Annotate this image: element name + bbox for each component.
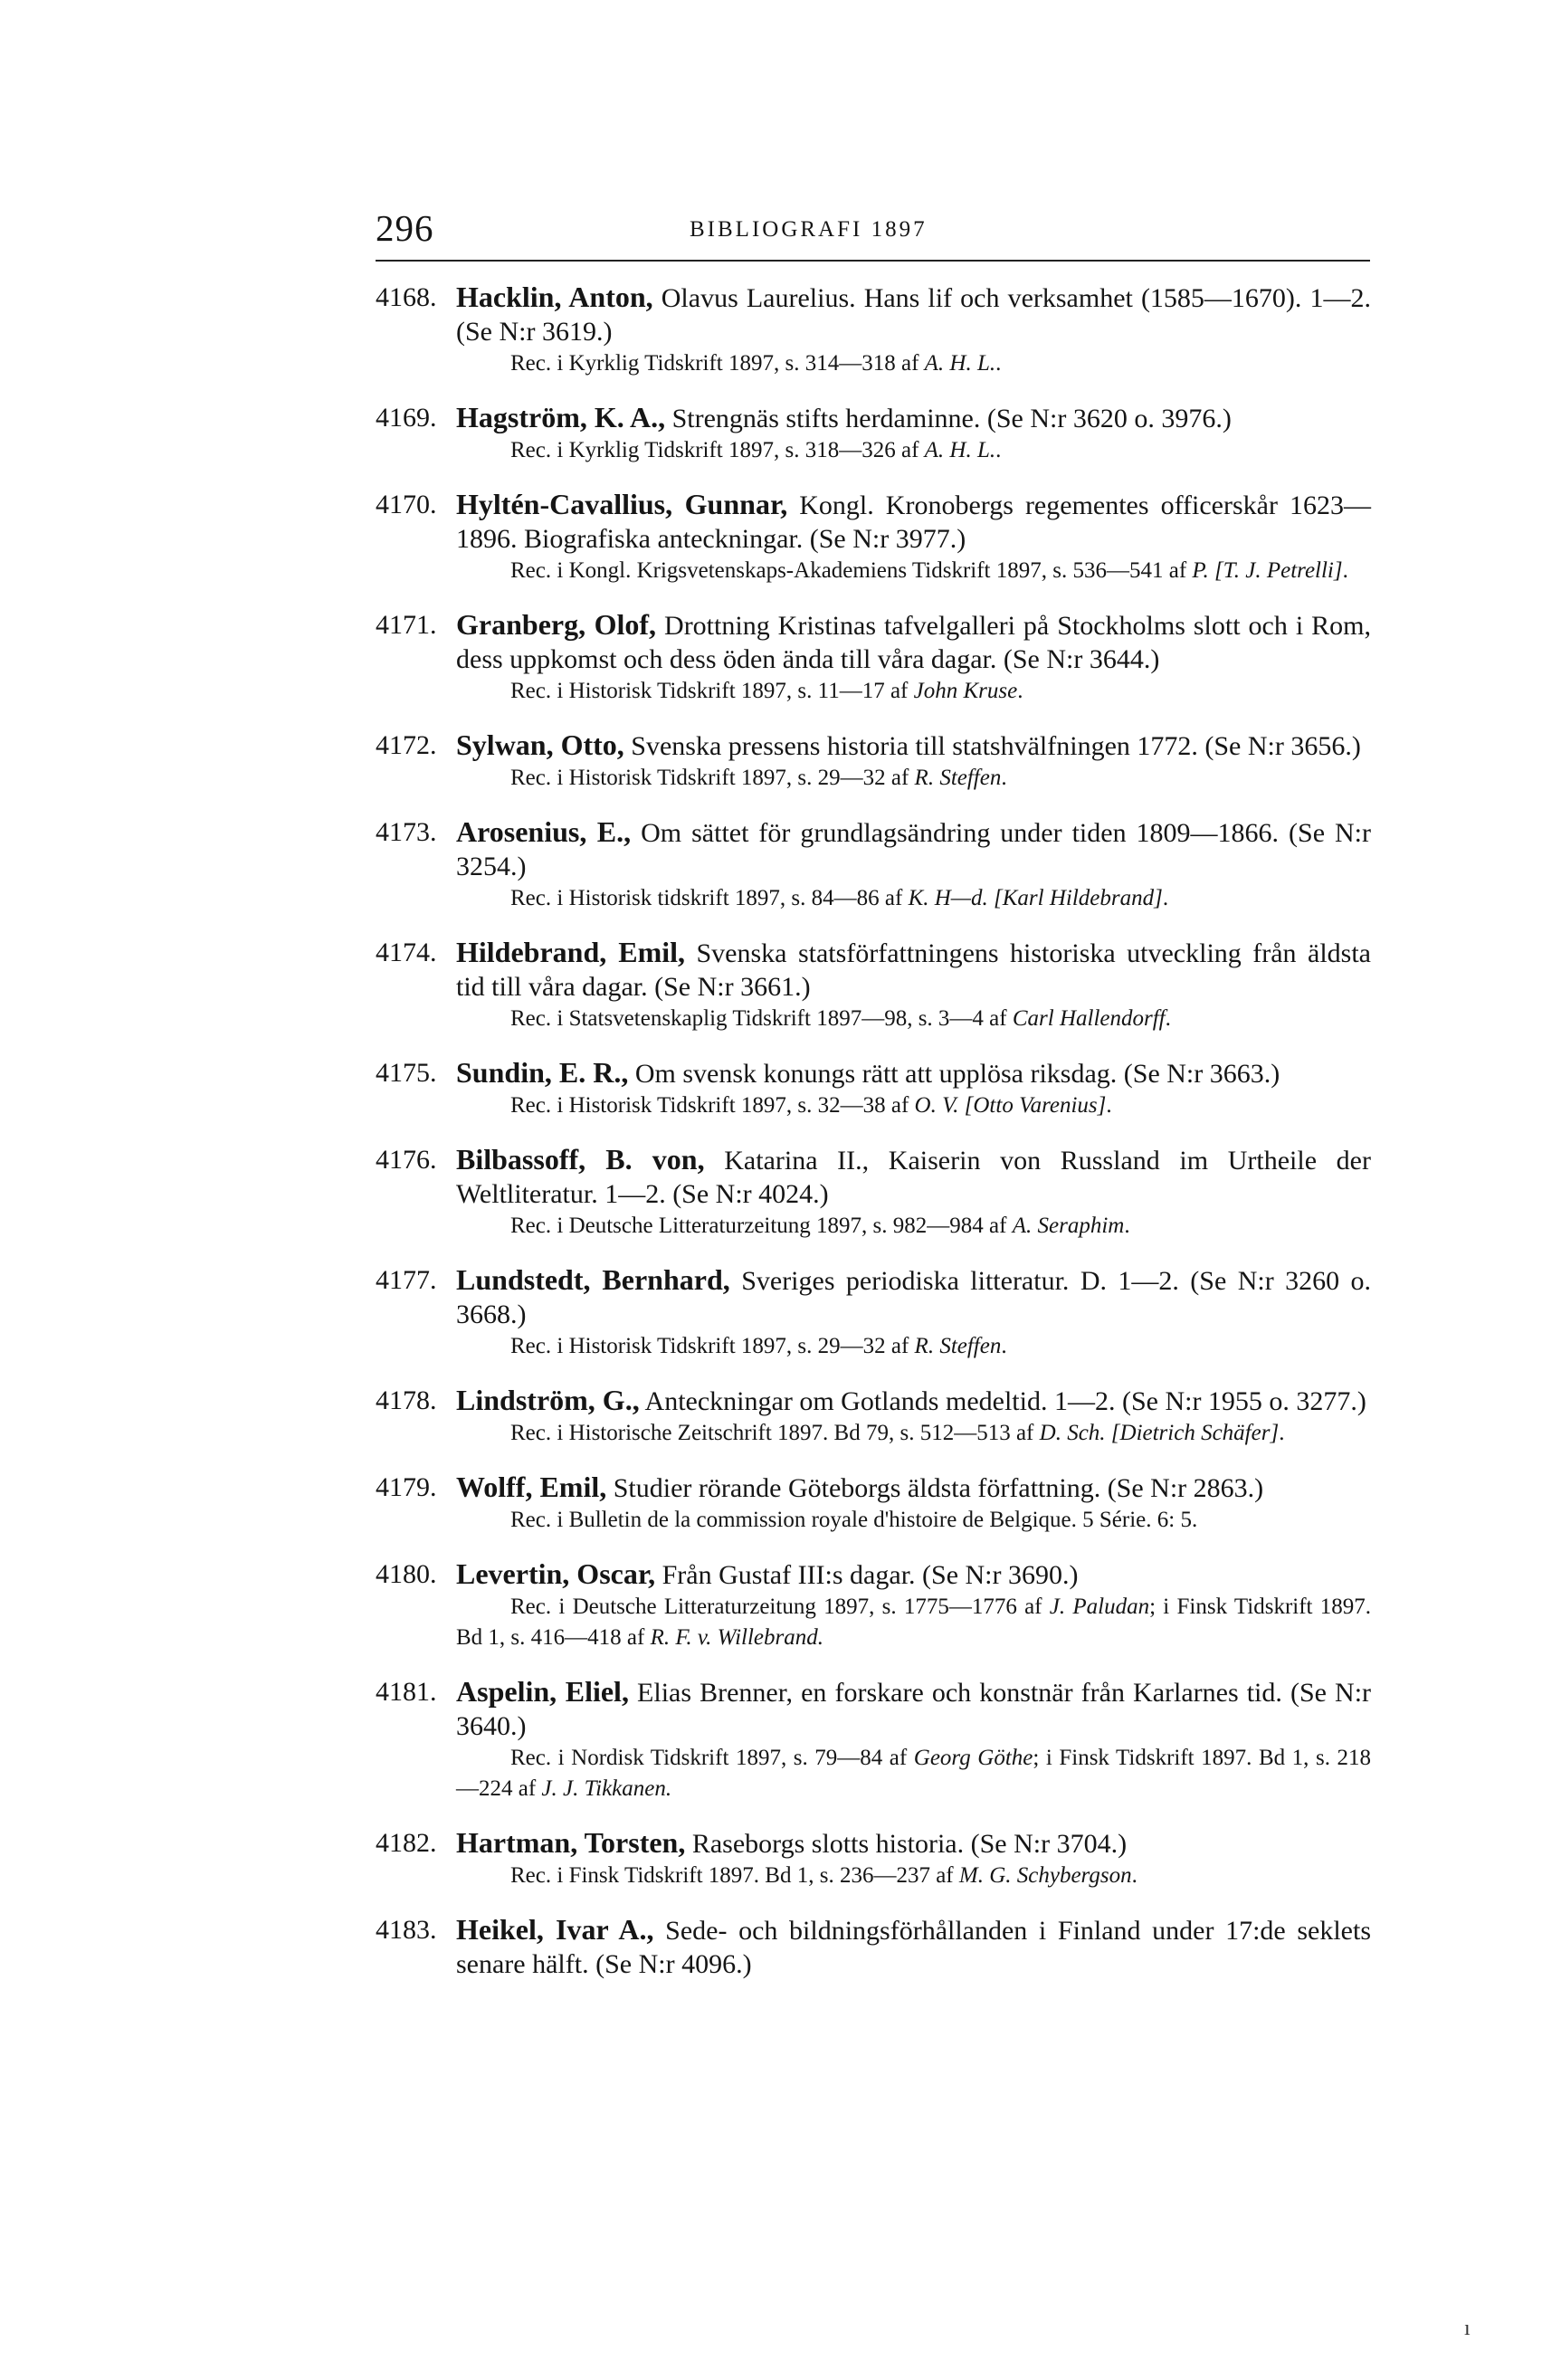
- entry-author: Granberg, Olof,: [456, 608, 657, 641]
- review-tail: .: [1165, 1006, 1171, 1031]
- entry-review: [456, 763, 1371, 794]
- review-reviewer-second: R. F. v. Willebrand.: [650, 1625, 823, 1650]
- review-source: Rec. i Historisk Tidskrift 1897, s. 29—32 af: [510, 1334, 909, 1358]
- review-tail: .: [1001, 766, 1007, 790]
- review-reviewer: John Kruse: [913, 679, 1018, 703]
- bibliography-entry: [376, 1826, 1371, 1891]
- entry-review: [456, 1861, 1371, 1891]
- review-source: Rec. i Kyrklig Tidskrift 1897, s. 314—318 af: [510, 351, 919, 376]
- stray-mark: ı: [1464, 2317, 1471, 2340]
- review-source: Rec. i Historisk Tidskrift 1897, s. 11—17 af: [510, 679, 909, 703]
- review-reviewer: J. Paludan: [1049, 1595, 1150, 1619]
- entry-title: Svenska pressens historia till statshvälfningen 1772. (Se N:r 3656.): [631, 731, 1361, 761]
- entry-title: Elias Brenner, en forskare och konstnär från Karlarnes tid. (Se N:r 3640.): [456, 1678, 1372, 1741]
- review-source: Rec. i Statsvetenskaplig Tidskrift 1897—98, s. 3—4 af: [510, 1006, 1007, 1031]
- bibliography-entry: [376, 1913, 1371, 1981]
- entry-number: 4179.: [376, 1472, 437, 1502]
- entry-author: Hacklin, Anton,: [456, 281, 653, 313]
- review-tail: .: [995, 351, 1002, 376]
- review-reviewer: K. H—d. [Karl Hildebrand]: [908, 886, 1163, 910]
- header-rule: [376, 260, 1370, 262]
- entry-citation: [456, 608, 1371, 676]
- review-reviewer: Carl Hallendorff: [1012, 1006, 1166, 1031]
- entry-title: Raseborgs slotts historia. (Se N:r 3704.): [691, 1829, 1128, 1859]
- entry-review: [456, 1505, 1371, 1536]
- review-reviewer: P. [T. J. Petrelli]: [1192, 558, 1343, 583]
- entry-author: Bilbassoff, B. von,: [456, 1143, 705, 1176]
- bibliography-entry: [376, 815, 1371, 914]
- entry-author: Sundin, E. R.,: [456, 1056, 629, 1089]
- review-tail: .: [1279, 1421, 1285, 1445]
- entry-review: [456, 1211, 1371, 1242]
- review-tail: .: [1001, 1334, 1007, 1358]
- entry-review: [456, 556, 1371, 586]
- entry-title: Sveriges periodiska litteratur. D. 1—2. (Se N:r 3260 o. 3668.): [456, 1266, 1372, 1329]
- entry-title: Från Gustaf III:s dagar. (Se N:r 3690.): [662, 1560, 1079, 1590]
- bibliography-entry: [376, 1263, 1371, 1362]
- review-source: Rec. i Historische Zeitschrift 1897. Bd 79, s. 512—513 af: [510, 1421, 1034, 1445]
- review-source: Rec. i Historisk Tidskrift 1897, s. 29—32 af: [510, 766, 909, 790]
- bibliography-entry: [376, 488, 1371, 586]
- entry-number: 4169.: [376, 403, 437, 433]
- entry-citation: [456, 1913, 1371, 1981]
- running-title: BIBLIOGRAFI 1897: [690, 217, 928, 242]
- review-source: Rec. i Historisk tidskrift 1897, s. 84—86 af: [510, 886, 903, 910]
- review-source: Rec. i Historisk Tidskrift 1897, s. 32—38 af: [510, 1093, 909, 1118]
- review-reviewer-second: J. J. Tikkanen.: [541, 1776, 672, 1801]
- entry-citation: [456, 728, 1371, 763]
- entry-citation: [456, 281, 1371, 348]
- bibliography-entry: [376, 1675, 1371, 1804]
- review-source: Rec. i Bulletin de la commission royale d'histoire de Belgique. 5 Série. 6: 5.: [510, 1508, 1198, 1532]
- review-tail: .: [1162, 886, 1169, 910]
- review-reviewer: Georg Göthe: [913, 1746, 1033, 1770]
- entry-title: Katarina II., Kaiserin von Russland im Urtheile der Weltliteratur. 1—2. (Se N:r 4024.): [456, 1146, 1371, 1209]
- entry-review: [456, 348, 1371, 379]
- review-source: Rec. i Kyrklig Tidskrift 1897, s. 318—326 af: [510, 438, 919, 462]
- entry-review: [456, 1592, 1371, 1653]
- entry-number: 4170.: [376, 490, 437, 519]
- bibliography-entry: [376, 281, 1371, 379]
- entry-title: Sede- och bildningsförhållanden i Finland under 17:de seklets senare hälft. (Se N:r 4096.): [456, 1916, 1372, 1979]
- bibliography-entry: [376, 1557, 1371, 1653]
- entry-number: 4178.: [376, 1385, 437, 1415]
- entry-number: 4168.: [376, 282, 437, 312]
- bibliography-entry: [376, 608, 1371, 707]
- review-reviewer: A. H. L.: [924, 351, 996, 376]
- bibliography-entry: [376, 936, 1371, 1034]
- review-reviewer: M. G. Schybergson: [958, 1863, 1132, 1888]
- bibliography-entry: [376, 728, 1371, 794]
- entry-author: Lindström, G.,: [456, 1384, 640, 1416]
- bibliography-entry: [376, 1384, 1371, 1449]
- entry-citation: [456, 1471, 1371, 1505]
- entry-review: [456, 883, 1371, 914]
- entry-citation: [456, 1826, 1371, 1861]
- review-tail: ; i Finsk Tidskrift 1897. Bd 1, s. 218—224 af: [456, 1746, 1371, 1801]
- entry-number: 4183.: [376, 1915, 437, 1945]
- entry-title: Om sättet för grundlagsändring under tiden 1809—1866. (Se N:r 3254.): [456, 818, 1371, 881]
- entry-citation: [456, 1143, 1371, 1211]
- entry-title: Strengnäs stifts herdaminne. (Se N:r 3620 o. 3976.): [671, 404, 1232, 433]
- entry-author: Heikel, Ivar A.,: [456, 1913, 654, 1946]
- entry-author: Arosenius, E.,: [456, 815, 632, 848]
- entry-number: 4172.: [376, 730, 437, 760]
- entry-number: 4177.: [376, 1265, 437, 1295]
- entry-author: Hyltén-Cavallius, Gunnar,: [456, 488, 788, 520]
- entry-review: [456, 1090, 1371, 1121]
- entry-number: 4173.: [376, 817, 437, 847]
- bibliography-entries: [376, 281, 1371, 1981]
- entry-review: [456, 435, 1371, 466]
- entry-title: Kongl. Kronobergs regementes officerskår 1623—1896. Biografiska anteckningar. (Se N:r 3977.): [456, 490, 1371, 554]
- review-reviewer: R. Steffen: [914, 1334, 1002, 1358]
- bibliography-entry: [376, 1471, 1371, 1536]
- review-source: Rec. i Deutsche Litteraturzeitung 1897, s. 982—984 af: [510, 1214, 1007, 1238]
- entry-number: 4180.: [376, 1559, 437, 1589]
- review-tail: .: [1106, 1093, 1112, 1118]
- review-reviewer: R. Steffen: [914, 766, 1002, 790]
- review-reviewer: O. V. [Otto Varenius]: [914, 1093, 1107, 1118]
- entry-author: Hartman, Torsten,: [456, 1826, 686, 1859]
- entry-review: [456, 1743, 1371, 1804]
- bibliography-entry: [376, 1143, 1371, 1242]
- entry-author: Aspelin, Eliel,: [456, 1675, 629, 1708]
- entry-number: 4176.: [376, 1145, 437, 1175]
- entry-citation: [456, 1557, 1371, 1592]
- entry-number: 4182.: [376, 1828, 437, 1858]
- entry-author: Hildebrand, Emil,: [456, 936, 686, 968]
- review-reviewer: A. Seraphim: [1012, 1214, 1125, 1238]
- entry-number: 4175.: [376, 1058, 437, 1088]
- entry-title: Drottning Kristinas tafvelgalleri på Stockholms slott och i Rom, dess uppkomst och dess öden ända till våra dagar. (Se N:r 3644.): [456, 611, 1372, 674]
- review-source: Rec. i Kongl. Krigsvetenskaps-Akademiens Tidskrift 1897, s. 536—541 af: [510, 558, 1187, 583]
- review-source: Rec. i Deutsche Litteraturzeitung 1897, s. 1775—1776 af: [510, 1595, 1042, 1619]
- entry-review: [456, 1004, 1371, 1034]
- entry-author: Levertin, Oscar,: [456, 1557, 656, 1590]
- entry-citation: [456, 401, 1371, 435]
- entry-number: 4174.: [376, 938, 437, 967]
- entry-title: Studier rörande Göteborgs äldsta författning. (Se N:r 2863.): [613, 1473, 1264, 1503]
- review-reviewer: A. H. L.: [924, 438, 996, 462]
- entry-title: Om svensk konungs rätt att upplösa riksdag. (Se N:r 3663.): [634, 1059, 1280, 1089]
- entry-citation: [456, 1056, 1371, 1090]
- entry-author: Wolff, Emil,: [456, 1471, 607, 1503]
- review-reviewer: D. Sch. [Dietrich Schäfer]: [1039, 1421, 1280, 1445]
- entry-number: 4181.: [376, 1677, 437, 1707]
- entry-number: 4171.: [376, 610, 437, 640]
- entry-citation: [456, 936, 1371, 1004]
- entry-author: Hagström, K. A.,: [456, 401, 666, 433]
- entry-author: Lundstedt, Bernhard,: [456, 1263, 730, 1296]
- entry-review: [456, 1331, 1371, 1362]
- review-tail: .: [1342, 558, 1348, 583]
- entry-title: Svenska statsförfattningens historiska utveckling från äldsta tid till våra dagar. (Se N:r 3661.): [456, 938, 1371, 1002]
- bibliography-entry: [376, 1056, 1371, 1121]
- entry-citation: [456, 1675, 1371, 1743]
- entry-title: Olavus Laurelius. Hans lif och verksamhet (1585—1670). 1—2. (Se N:r 3619.): [456, 283, 1372, 347]
- entry-author: Sylwan, Otto,: [456, 728, 624, 761]
- entry-citation: [456, 488, 1371, 556]
- review-tail: .: [1017, 679, 1023, 703]
- review-tail: .: [995, 438, 1002, 462]
- review-tail: ; i Finsk Tidskrift 1897. Bd 1, s. 416—418 af: [456, 1595, 1371, 1650]
- review-source: Rec. i Nordisk Tidskrift 1897, s. 79—84 af: [510, 1746, 908, 1770]
- entry-review: [456, 1418, 1371, 1449]
- entry-title: Anteckningar om Gotlands medeltid. 1—2. (Se N:r 1955 o. 3277.): [644, 1386, 1366, 1416]
- entry-citation: [456, 1263, 1371, 1331]
- entry-citation: [456, 1384, 1371, 1418]
- bibliography-entry: [376, 401, 1371, 466]
- review-tail: .: [1131, 1863, 1137, 1888]
- entry-citation: [456, 815, 1371, 883]
- page-number: 296: [376, 207, 434, 249]
- entry-review: [456, 676, 1371, 707]
- review-tail: .: [1124, 1214, 1130, 1238]
- review-source: Rec. i Finsk Tidskrift 1897. Bd 1, s. 236—237 af: [510, 1863, 954, 1888]
